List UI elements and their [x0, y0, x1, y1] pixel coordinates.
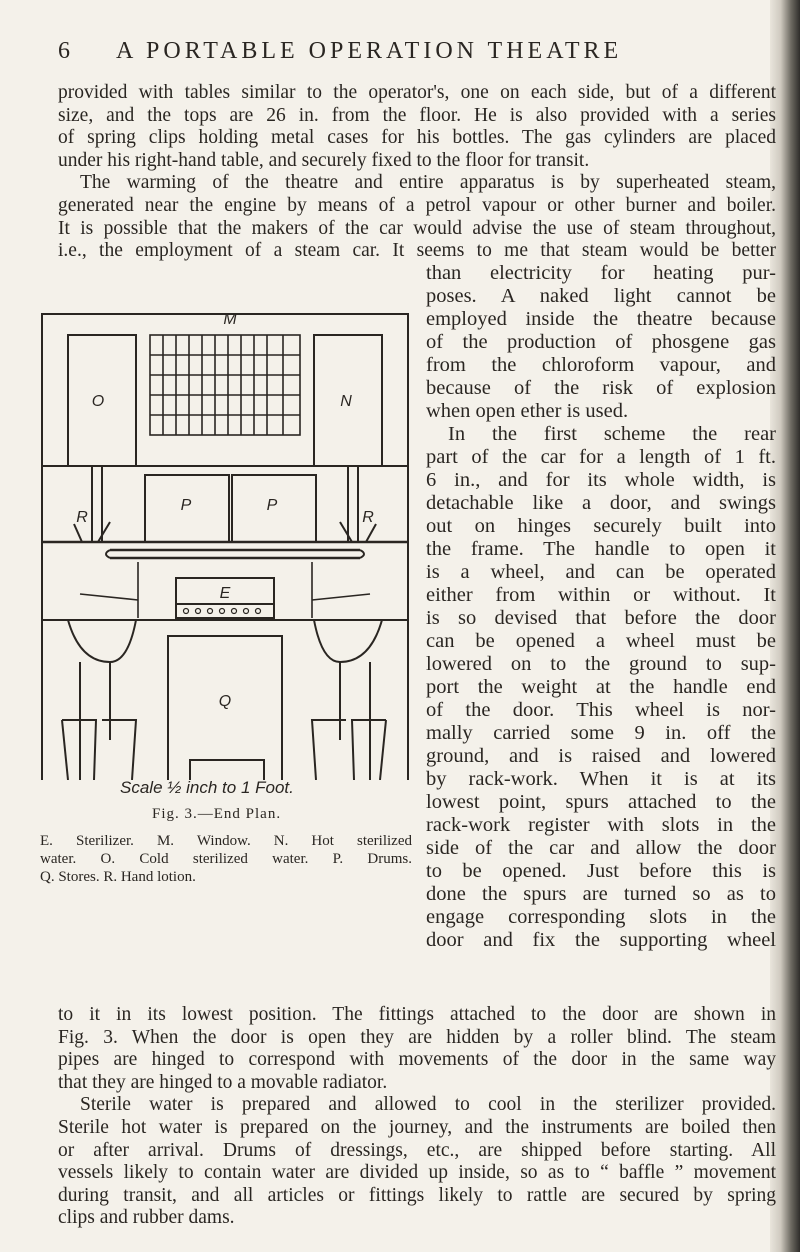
figure-scale: Scale ½ inch to 1 Foot.	[120, 778, 294, 797]
text-line: during transit, and all articles or fittings likely to rattle are secured by spring	[58, 1184, 776, 1206]
text-line: because of the risk of explosion	[426, 377, 776, 399]
text-line: port the weight at the handle end	[426, 676, 776, 698]
text-line: poses. A naked light cannot be	[426, 285, 776, 307]
text-line: lowered on to the ground to sup-	[426, 653, 776, 675]
text-line: Sterile hot water is prepared on the journey, and the instruments are boiled then	[58, 1116, 776, 1138]
text-line: ground, and is raised and lowered	[426, 745, 776, 767]
sterilizer-holes	[184, 609, 261, 614]
basin-right	[314, 620, 382, 662]
text-line: The warming of the theatre and entire apparatus is by superheated steam,	[80, 172, 776, 194]
text-line: by rack-work. When it is at its	[426, 768, 776, 790]
text-line: 6 in., and for its whole width, is	[426, 469, 776, 491]
text-line: the frame. The handle to open it	[426, 538, 776, 560]
text-line: is a wheel, and can be operated	[426, 561, 776, 583]
text-line: either from within or without. It	[426, 584, 776, 606]
text-line: Fig. 3. When the door is open they are hidden by a roller blind. The steam	[58, 1026, 776, 1048]
basin-left	[68, 620, 136, 662]
text-line: clips and rubber dams.	[58, 1207, 235, 1229]
page-header	[58, 38, 778, 74]
text-line: part of the car for a length of 1 ft.	[426, 446, 776, 468]
label-q: Q	[218, 693, 232, 710]
text-line: detachable like a door, and swings	[426, 492, 776, 514]
text-line: to it in its lowest position. The fittings attached to the door are shown in	[58, 1004, 776, 1025]
label-r-left: R	[76, 509, 88, 526]
paragraph-right-column	[426, 262, 776, 952]
text-line: vessels likely to contain water are divided up inside, so as to “ baffle ” movement	[58, 1162, 776, 1184]
paragraph-bottom	[58, 1004, 776, 1230]
text-line: Sterile water is prepared and allowed to cool in the sterilizer provided.	[80, 1094, 776, 1116]
top-section-frame	[42, 314, 408, 466]
text-line: size, and the tops are 26 in. from the floor. He is also provided with a series	[58, 104, 776, 126]
figure-3-end-plan	[40, 300, 412, 780]
text-line: engage corresponding slots in the	[426, 906, 776, 928]
label-e: E	[219, 585, 231, 602]
text-line: generated near the engine by means of a petrol vapour or other burner and boiler.	[58, 194, 776, 216]
label-m: M	[223, 311, 237, 328]
text-line: In the first scheme the rear	[448, 423, 776, 445]
legend-line: water. O. Cold sterilized water. P. Drums.	[40, 851, 412, 867]
label-r-right: R	[362, 509, 374, 526]
page-number: 6	[58, 38, 73, 64]
paragraph-top	[58, 82, 776, 263]
text-line: from the chloroform vapour, and	[426, 354, 776, 376]
running-title: A PORTABLE OPERATION THEATRE	[116, 38, 623, 64]
end-plan-diagram	[40, 300, 412, 780]
text-line: can be opened a wheel must be	[426, 630, 776, 652]
legend-line: Q. Stores. R. Hand lotion.	[40, 869, 196, 885]
text-line: under his right-hand table, and securely fixed to the floor for transit.	[58, 149, 590, 171]
text-line: done the spurs are turned so as to	[426, 883, 776, 905]
text-line: rack-work register with slots in the	[426, 814, 776, 836]
text-line: out on hinges securely built into	[426, 515, 776, 537]
legend-line: E. Sterilizer. M. Window. N. Hot sterilized	[40, 833, 412, 849]
drum-p-bottom	[190, 760, 264, 780]
text-line: is so devised that before the door	[426, 607, 776, 629]
text-line: of the production of phosgene gas	[426, 331, 776, 353]
text-line: It is possible that the makers of the car would advise the use of steam throughout,	[58, 217, 776, 239]
text-line: of the door. This wheel is nor-	[426, 699, 776, 721]
label-o: O	[91, 393, 105, 410]
text-line: than electricity for heating pur-	[426, 262, 776, 284]
text-line: employed inside the theatre because	[426, 308, 776, 330]
figure-caption: Fig. 3.—End Plan.	[152, 806, 282, 822]
label-p-left: P	[180, 497, 192, 514]
label-n: N	[340, 393, 352, 410]
text-line: when open ether is used.	[426, 400, 629, 422]
text-line: of spring clips holding metal cases for his bottles. The gas cylinders are placed	[58, 127, 776, 149]
text-line: provided with tables similar to the operator's, one on each side, but of a different	[58, 82, 776, 103]
text-line: to be opened. Just before this is	[426, 860, 776, 882]
text-line: or after arrival. Drums of dressings, etc., are shipped before starting. All	[58, 1139, 776, 1161]
text-line: door and fix the supporting wheel	[426, 929, 776, 951]
text-line: that they are hinged to a movable radiator.	[58, 1071, 388, 1093]
text-line: mally carried some 9 in. off the	[426, 722, 776, 744]
text-line: lowest point, spurs attached to the	[426, 791, 776, 813]
figure-legend	[40, 832, 412, 886]
window-grid-m	[150, 335, 300, 435]
label-p-right: P	[266, 497, 278, 514]
text-line: i.e., the employment of a steam car. It seems to me that steam would be better	[58, 240, 776, 262]
text-line: side of the car and allow the door	[426, 837, 776, 859]
text-line: pipes are hinged to correspond with movements of the door in the same way	[58, 1049, 776, 1071]
